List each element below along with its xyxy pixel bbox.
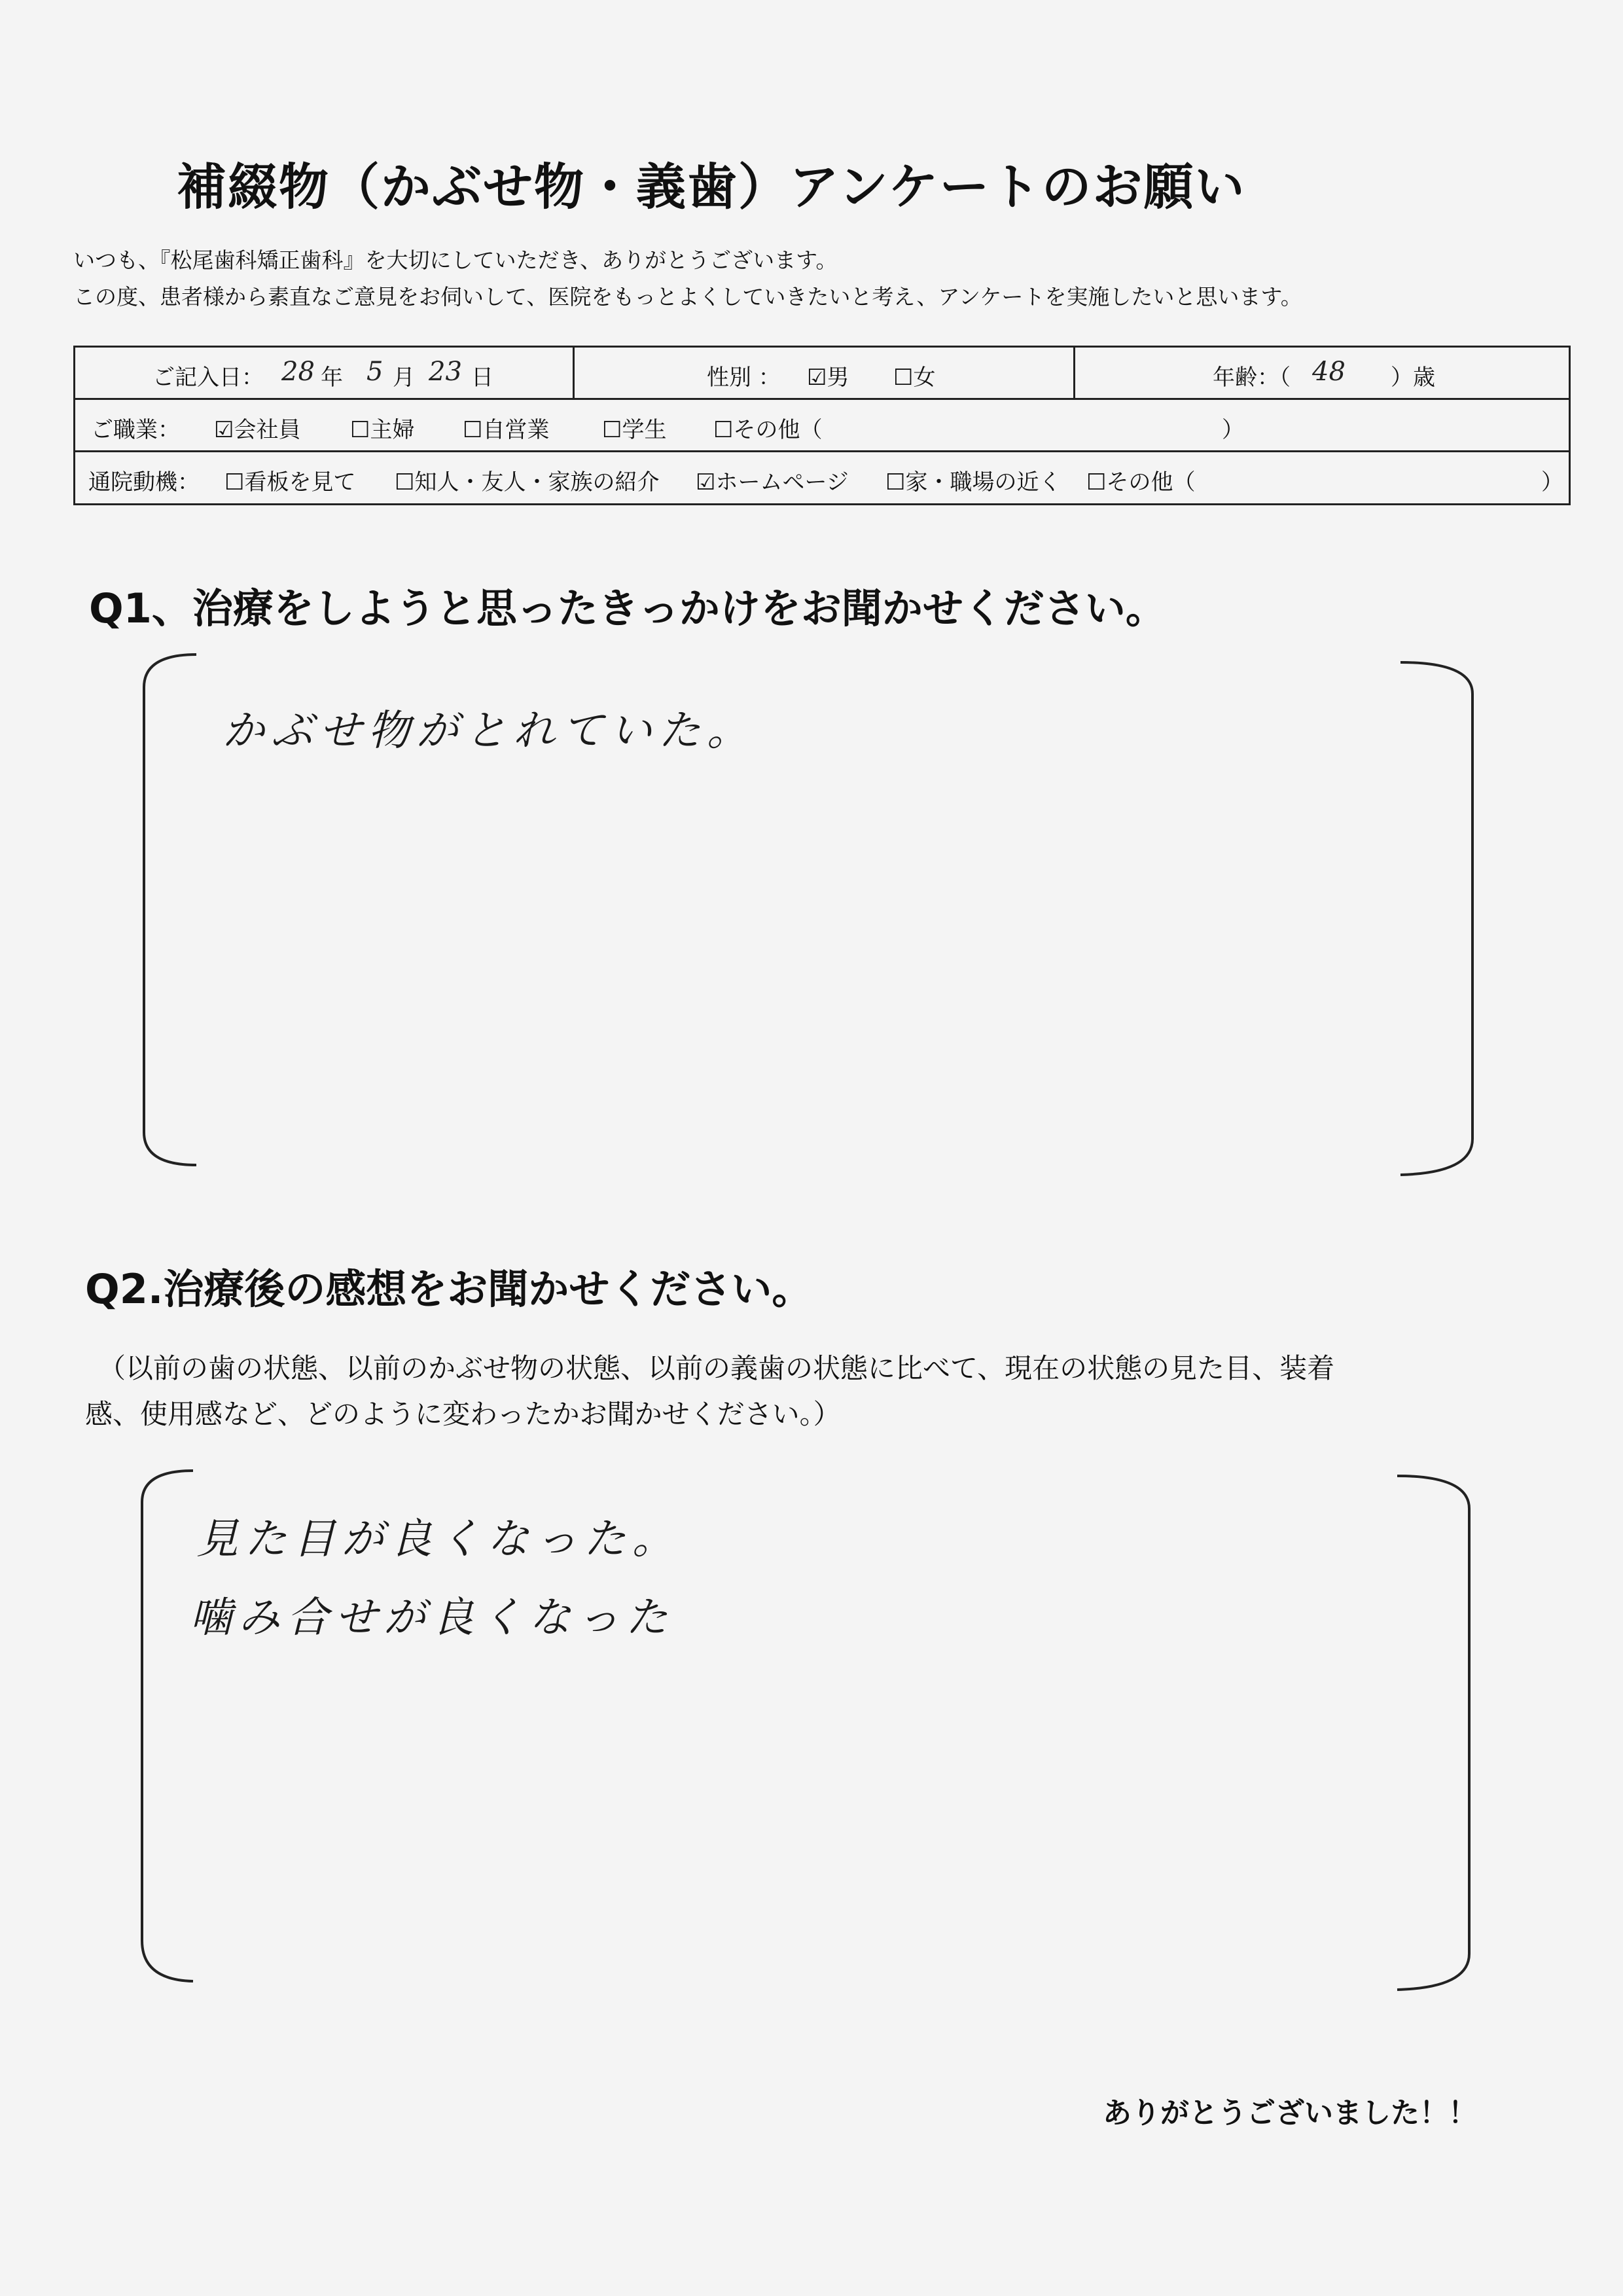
motive-option-signboard[interactable]: ☐看板を見て: [224, 469, 356, 495]
day-unit: 日: [471, 365, 493, 391]
column-divider: [1073, 348, 1075, 400]
info-row-date-gender-age: [75, 348, 1569, 400]
date-day-value[interactable]: 23: [429, 357, 462, 387]
motive-label: 通院動機：: [88, 469, 200, 495]
checkbox-icon: ☐: [463, 417, 483, 443]
date-month-value[interactable]: 5: [366, 357, 383, 387]
q2-answer-left-bracket: [128, 1463, 206, 1986]
date-year-value[interactable]: 28: [281, 357, 315, 387]
checkbox-icon: ☐: [885, 469, 906, 495]
occupation-option-student[interactable]: ☐学生: [602, 417, 667, 443]
age-value[interactable]: 48: [1312, 357, 1346, 387]
q1-question: Q1、治療をしようと思ったきっかけをお聞かせください。: [89, 584, 1166, 632]
checkbox-icon: ☐: [395, 469, 415, 495]
occupation-option-self-employed[interactable]: ☐自営業: [463, 417, 550, 443]
occupation-label: ご職業：: [91, 417, 180, 443]
q2-question: Q2.治療後の感想をお聞かせください。: [85, 1265, 813, 1313]
info-row-motive: [75, 452, 1569, 505]
motive-option-near-home-work[interactable]: ☐家・職場の近く: [885, 469, 1061, 495]
info-row-occupation: [75, 400, 1569, 452]
q1-answer-right-bracket: [1394, 655, 1486, 1185]
q1-answer-left-bracket: [131, 648, 209, 1178]
checkbox-icon: ☐: [224, 469, 245, 495]
page-title: 補綴物（かぶせ物・義歯）アンケートのお願い: [177, 158, 1246, 216]
gender-option-male[interactable]: ☑男: [807, 365, 849, 391]
year-unit: 年: [321, 365, 343, 391]
intro-line-2: この度、患者様から素直なご意見をお伺いして、医院をもっとよくしていきたいと考え、アンケートを実施したいと思います。: [73, 284, 1302, 310]
checkbox-checked-icon: ☑: [696, 469, 716, 495]
checkbox-icon: ☐: [893, 365, 914, 391]
intro-line-1: いつも、『松尾歯科矯正歯科』を大切にしていただき、ありがとうございます。: [73, 247, 838, 273]
age-unit: ）歳: [1391, 365, 1435, 391]
motive-option-homepage[interactable]: ☑ホームページ: [696, 469, 849, 495]
checkbox-icon: ☐: [350, 417, 370, 443]
motive-other-close: ）: [1541, 469, 1563, 495]
occupation-option-employee[interactable]: ☑会社員: [214, 417, 301, 443]
respondent-info-table: [73, 346, 1571, 505]
month-unit: 月: [393, 365, 415, 391]
checkbox-icon: ☐: [713, 417, 734, 443]
gender-option-female[interactable]: ☐女: [893, 365, 936, 391]
checkbox-checked-icon: ☑: [214, 417, 234, 443]
occupation-option-housewife[interactable]: ☐主婦: [350, 417, 415, 443]
closing-thanks: ありがとうございました！！: [1103, 2096, 1477, 2130]
age-label: 年齢：（: [1213, 365, 1291, 391]
q1-answer-text[interactable]: かぶせ物がとれていた。: [223, 707, 755, 755]
motive-option-referral[interactable]: ☐知人・友人・家族の紹介: [395, 469, 660, 495]
q2-answer-right-bracket: [1391, 1469, 1482, 1993]
date-label: ご記入日：: [152, 365, 264, 391]
occupation-other-close: ）: [1222, 417, 1244, 443]
q2-note-line-1: （以前の歯の状態、以前のかぶせ物の状態、以前の義歯の状態に比べて、現在の状態の見た目、装着: [98, 1352, 1335, 1384]
gender-label: 性別 ：: [707, 365, 781, 391]
checkbox-checked-icon: ☑: [807, 365, 827, 391]
column-divider: [573, 348, 575, 400]
occupation-option-other[interactable]: ☐その他（: [713, 417, 823, 443]
q2-answer-line-2[interactable]: 噛み合せが良くなった: [190, 1594, 674, 1642]
q2-answer-line-1[interactable]: 見た目が良くなった。: [196, 1515, 681, 1564]
checkbox-icon: ☐: [1086, 469, 1107, 495]
checkbox-icon: ☐: [602, 417, 622, 443]
q2-note-line-2: 感、使用感など、どのように変わったかお聞かせください。）: [85, 1398, 841, 1430]
motive-option-other[interactable]: ☐その他（: [1086, 469, 1196, 495]
